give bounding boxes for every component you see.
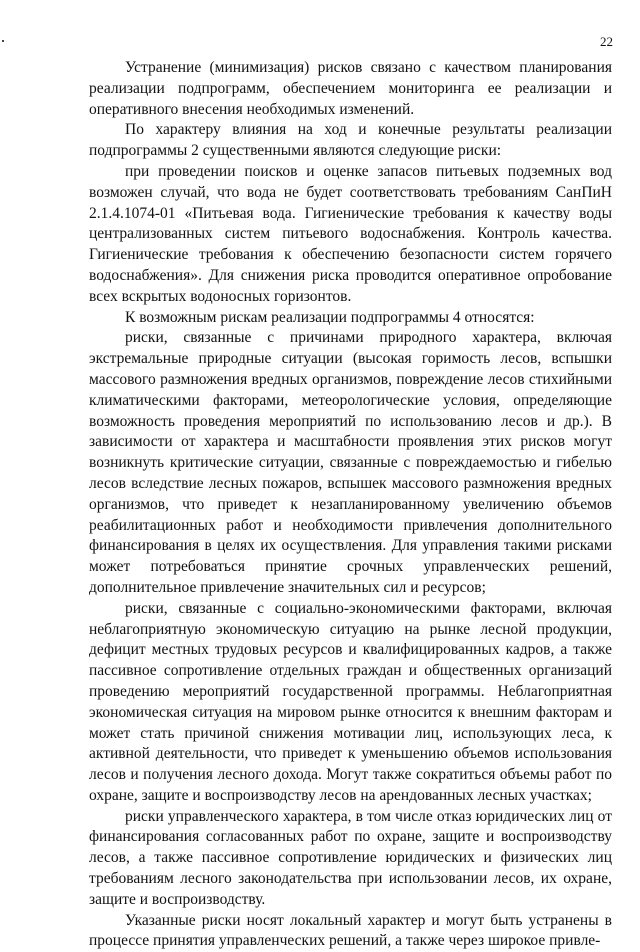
paragraph-risk-mitigation: Устранение (минимизация) рисков связано с качеством планирования реализации подпрограмм, обеспечением мониторинга ее реализации и оперативного внесения необходимых изменений. — [89, 59, 612, 118]
paragraph-water-risk: при проведении поисков и оценке запасов питьевых подземных вод возможен случай, что вода не будет соответствовать требованиям СанПиН 2.1.4.1074-01 «Питьевая вода. Гигиенические требования к качеству воды централизованных систем питьевого водоснабжения. Контроль качества. Гигиенические требования к обеспечению безопасности систем горячего водоснабжения». Для снижения риска проводится оперативное опробование всех вскрытых водоносных горизонтов. — [89, 162, 612, 305]
document-body — [89, 58, 612, 952]
paragraph-subprogram-2-intro: По характеру влияния на ход и конечные результаты реализации подпрограммы 2 существенными являются следующие риски: — [89, 121, 612, 160]
paragraph-socioeconomic-risks: риски, связанные с социально-экономическими факторами, включая неблагоприятную экономическую ситуацию на рынке лесной продукции, дефицит местных трудовых ресурсов и квалифицированных кадров, а также пассивное сопротивление отдельных граждан и общественных организаций проведению мероприятий государственной программы. Неблагоприятная экономическая ситуация на мировом рынке относится к внешним факторам и может стать причиной снижения мотивации лиц, использующих леса, к активной деятельности, что приведет к уменьшению объемов использования лесов и получения лесного дохода. Могут также сократиться объемы работ по охране, защите и воспроизводству лесов на арендованных лесных участках; — [89, 599, 612, 804]
scan-mark — [2, 40, 4, 42]
paragraph-natural-risks: риски, связанные с причинами природного характера, включая экстремальные природные ситуации (высокая горимость лесов, вспышки массового размножения вредных организмов, повреждение лесов стихийными климатическими факторами, метеорологические условия, определяющие возможность проведения мероприятий по использованию лесов и др.). В зависимости от характера и масштабности проявления этих рисков могут возникнуть критические ситуации, связанные с повреждаемостью и гибелью лесов вследствие лесных пожаров, вспышек массового размножения вредных организмов, что приведет к незапланированному увеличению объемов реабилитационных работ и необходимости привлечения дополнительного финансирования в целях их осуществления. Для управления такими рисками может потребоваться принятие срочных управленческих решений, дополнительное привлечение значительных сил и ресурсов; — [89, 329, 612, 596]
paragraph-management-risks: риски управленческого характера, в том числе отказ юридических лиц от финансирования согласованных работ по охране, защите и воспроизводству лесов, а также пассивное сопротивление юридических и физических лиц требованиям лесного законодательства при использовании лесов, их охране, защите и воспроизводству. — [89, 807, 612, 908]
page-number: 22 — [600, 34, 613, 49]
paragraph-local-risks: Указанные риски носят локальный характер и могут быть устранены в процессе принятия управленческих решений, а также через широкое привле- — [89, 911, 612, 950]
paragraph-subprogram-4-intro: К возможным рискам реализации подпрограммы 4 относятся: — [125, 308, 535, 326]
